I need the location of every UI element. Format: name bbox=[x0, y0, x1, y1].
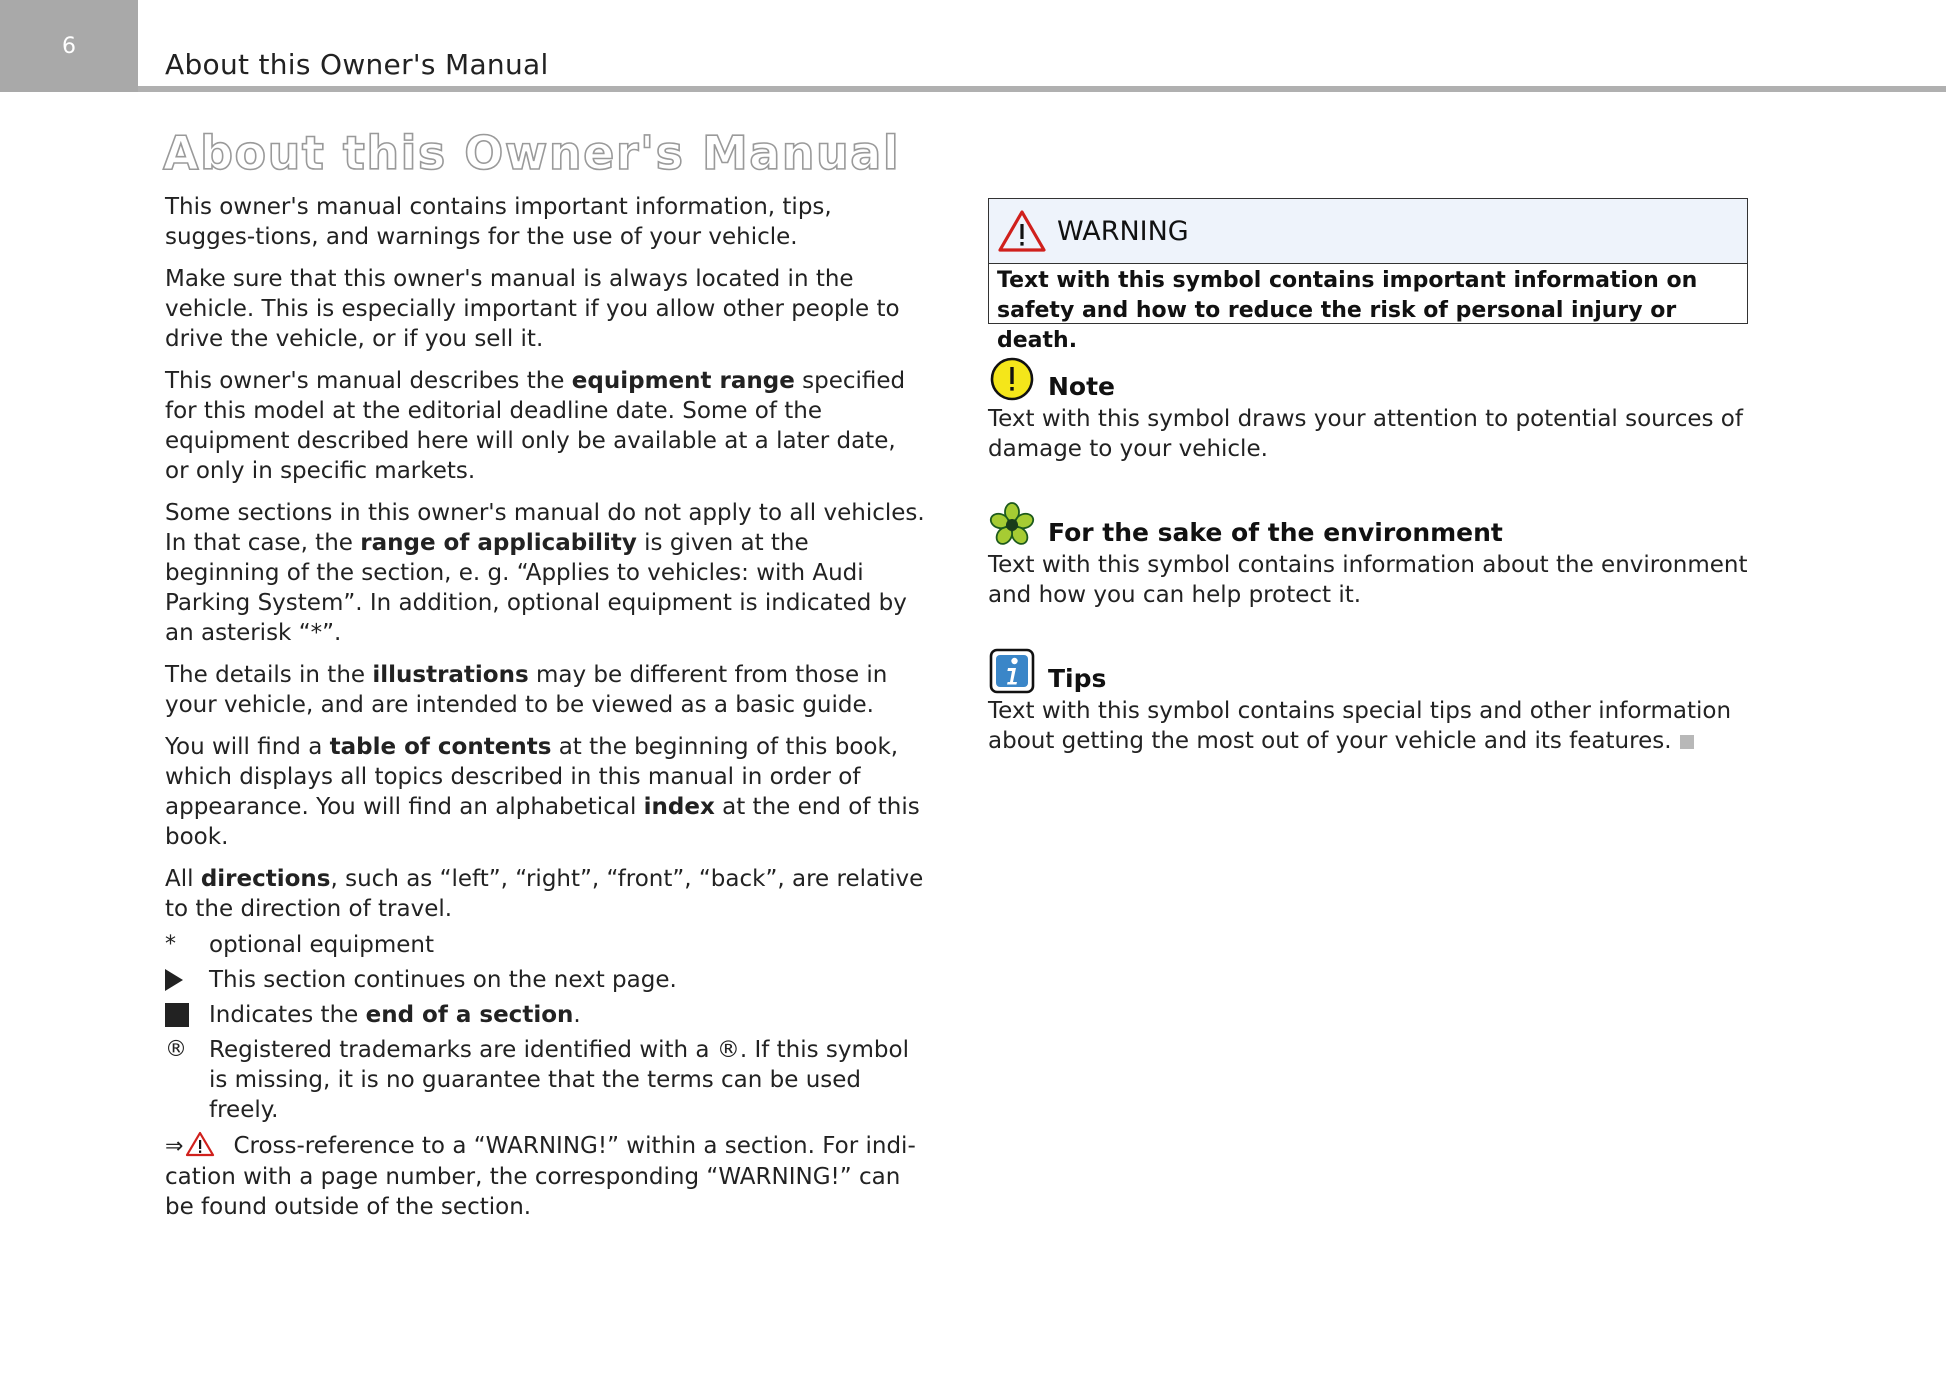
tips-text: Text with this symbol contains special tips and other information about getting the most out of your vehicle and its features. bbox=[988, 698, 1732, 754]
page-title: About this Owner's Manual bbox=[163, 126, 901, 180]
paragraph-applicability: Some sections in this owner's manual do not apply to all vehicles. In that case, the range of applicability is given at the beginning of the section, e. g. “Applies to vehicles: with Audi Parking System”. In addition, optional equipment is indicated by an asterisk “*”. bbox=[165, 500, 925, 646]
paragraph-equipment: This owner's manual describes the equipment range specified for this model at the editorial deadline date. Some of the equipment described here will only be available at a later date, or only in specific markets. bbox=[165, 368, 906, 484]
registered-symbol: ® bbox=[165, 1037, 187, 1062]
warning-triangle-icon bbox=[185, 1131, 215, 1157]
paragraph-illustrations: The details in the illustrations may be different from those in your vehicle, and are intended to be viewed as a basic guide. bbox=[165, 662, 888, 718]
warning-box bbox=[988, 198, 1748, 353]
end-square-icon bbox=[165, 1003, 189, 1027]
page-number: 6 bbox=[62, 33, 76, 59]
legend-row-registered: ® Registered trademarks are identified with a ®. If this symbol is missing, it is no guarantee that the terms can be used freely. bbox=[165, 1037, 909, 1123]
asterisk-symbol: * bbox=[165, 932, 176, 957]
info-icon bbox=[988, 647, 1036, 695]
header-rule bbox=[138, 86, 1946, 92]
note-text: Text with this symbol draws your attention to potential sources of damage to your vehicle. bbox=[988, 406, 1743, 462]
symbol-legend bbox=[165, 930, 925, 1125]
tips-text-block bbox=[988, 696, 1768, 756]
paragraph-location: Make sure that this owner's manual is always located in the vehicle. This is especially important if you allow other people to drive the vehicle, or if you sell it. bbox=[165, 266, 900, 352]
environment-text: Text with this symbol contains information about the environment and how you can help protect it. bbox=[988, 552, 1748, 608]
paragraph-cross-reference: ⇒ Cross-reference to a “WARNING!” within a section. For indi-cation with a page number, the corresponding “WARNING!” can be found outside of the section. bbox=[165, 1133, 916, 1220]
note-title: Note bbox=[1048, 371, 1116, 401]
left-column bbox=[165, 192, 925, 1234]
tips-title: Tips bbox=[1048, 663, 1107, 693]
warning-header bbox=[989, 199, 1747, 264]
legend-row-continues: This section continues on the next page. bbox=[165, 965, 925, 995]
paragraph-contents: You will find a table of contents at the beginning of this book, which displays all topics described in this manual in order of appearance. You will find an alphabetical index at the end of this book. bbox=[165, 734, 920, 850]
exclamation-circle-icon bbox=[988, 355, 1036, 403]
environment-title: For the sake of the environment bbox=[1048, 517, 1503, 547]
running-header: About this Owner's Manual bbox=[165, 48, 549, 81]
legend-row-asterisk: * optional equipment bbox=[165, 932, 434, 958]
play-arrow-icon bbox=[165, 969, 183, 991]
tips-section bbox=[988, 646, 1768, 756]
paragraph-intro: This owner's manual contains important information, tips, sugges-tions, and warnings for the use of your vehicle. bbox=[165, 194, 832, 250]
warning-triangle-icon bbox=[997, 209, 1047, 253]
note-section bbox=[988, 354, 1768, 464]
warning-label: WARNING bbox=[1057, 215, 1189, 247]
flower-icon bbox=[988, 501, 1036, 549]
arrow-icon: ⇒ bbox=[165, 1134, 184, 1159]
page-number-tab bbox=[0, 0, 138, 92]
environment-section bbox=[988, 500, 1768, 610]
legend-row-end: Indicates the end of a section. bbox=[165, 1000, 925, 1030]
paragraph-directions: All directions, such as “left”, “right”, “front”, “back”, are relative to the direction of travel. bbox=[165, 866, 924, 922]
end-square-icon bbox=[1680, 735, 1694, 749]
warning-text: Text with this symbol contains important information on safety and how to reduce the risk of personal injury or death. bbox=[997, 268, 1698, 353]
